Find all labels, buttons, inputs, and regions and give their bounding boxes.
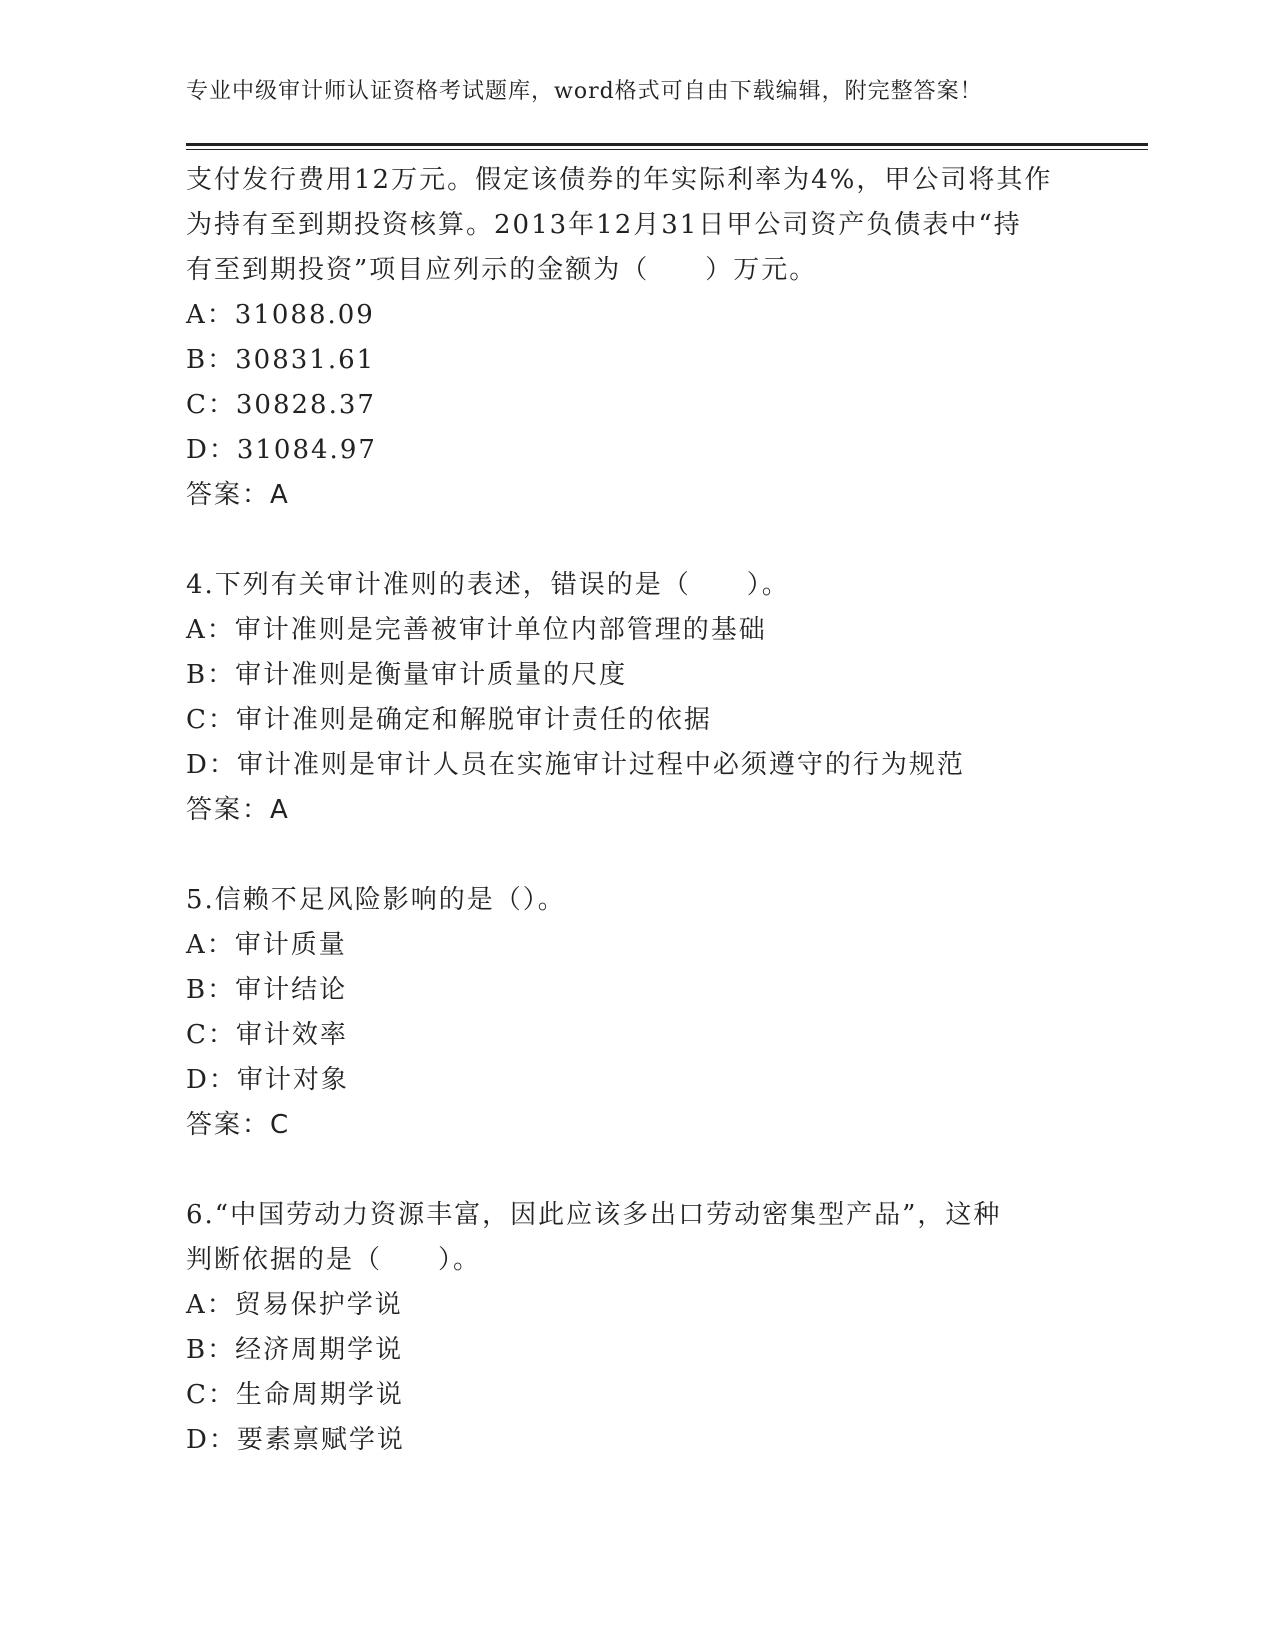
option-c: C：生命周期学说 <box>186 1380 404 1410</box>
option-c: C：审计准则是确定和解脱审计责任的依据 <box>186 705 712 735</box>
question-stem-line: 支付发行费用12万元。假定该债券的年实际利率为4%，甲公司将其作 <box>186 165 1053 195</box>
header-text: 专业中级审计师认证资格考试题库，word格式可自由下载编辑，附完整答案！ <box>186 79 983 104</box>
option-c: C：30828.37 <box>186 390 376 420</box>
option-a: A：31088.09 <box>186 300 375 330</box>
question-stem-line: 5.信赖不足风险影响的是（）。 <box>186 885 566 915</box>
spacer <box>186 833 1086 878</box>
spacer <box>186 1148 1086 1193</box>
question-4 <box>186 563 1086 833</box>
option-a: A：贸易保护学说 <box>186 1290 403 1320</box>
question-3 <box>186 158 1086 518</box>
question-stem-line: 4.下列有关审计准则的表述，错误的是（ ）。 <box>186 570 790 600</box>
spacer <box>186 518 1086 563</box>
answer-label: 答案：A <box>186 480 290 510</box>
option-b: B：经济周期学说 <box>186 1335 404 1365</box>
option-d: D：审计对象 <box>186 1065 349 1095</box>
header-rule-thick <box>186 143 1148 146</box>
question-stem-line: 6.“中国劳动力资源丰富，因此应该多出口劳动密集型产品”，这种 <box>186 1200 1002 1230</box>
option-a: A：审计准则是完善被审计单位内部管理的基础 <box>186 615 767 645</box>
option-d: D：要素禀赋学说 <box>186 1425 405 1455</box>
question-5 <box>186 878 1086 1148</box>
question-stem-line: 判断依据的是（ ）。 <box>186 1245 482 1275</box>
option-d: D：31084.97 <box>186 435 377 465</box>
question-stem-line: 为持有至到期投资核算。2013年12月31日甲公司资产负债表中“持 <box>186 210 1022 240</box>
option-a: A：审计质量 <box>186 930 347 960</box>
option-b: B：30831.61 <box>186 345 376 375</box>
answer-label: 答案：C <box>186 1110 291 1140</box>
option-b: B：审计结论 <box>186 975 348 1005</box>
question-content <box>186 158 1086 1463</box>
option-b: B：审计准则是衡量审计质量的尺度 <box>186 660 628 690</box>
question-6 <box>186 1193 1086 1463</box>
option-d: D：审计准则是审计人员在实施审计过程中必须遵守的行为规范 <box>186 750 965 780</box>
answer-label: 答案：A <box>186 795 290 825</box>
option-c: C：审计效率 <box>186 1020 348 1050</box>
header-rule-thin <box>186 149 1148 150</box>
question-stem-line: 有至到期投资”项目应列示的金额为（ ）万元。 <box>186 255 818 285</box>
